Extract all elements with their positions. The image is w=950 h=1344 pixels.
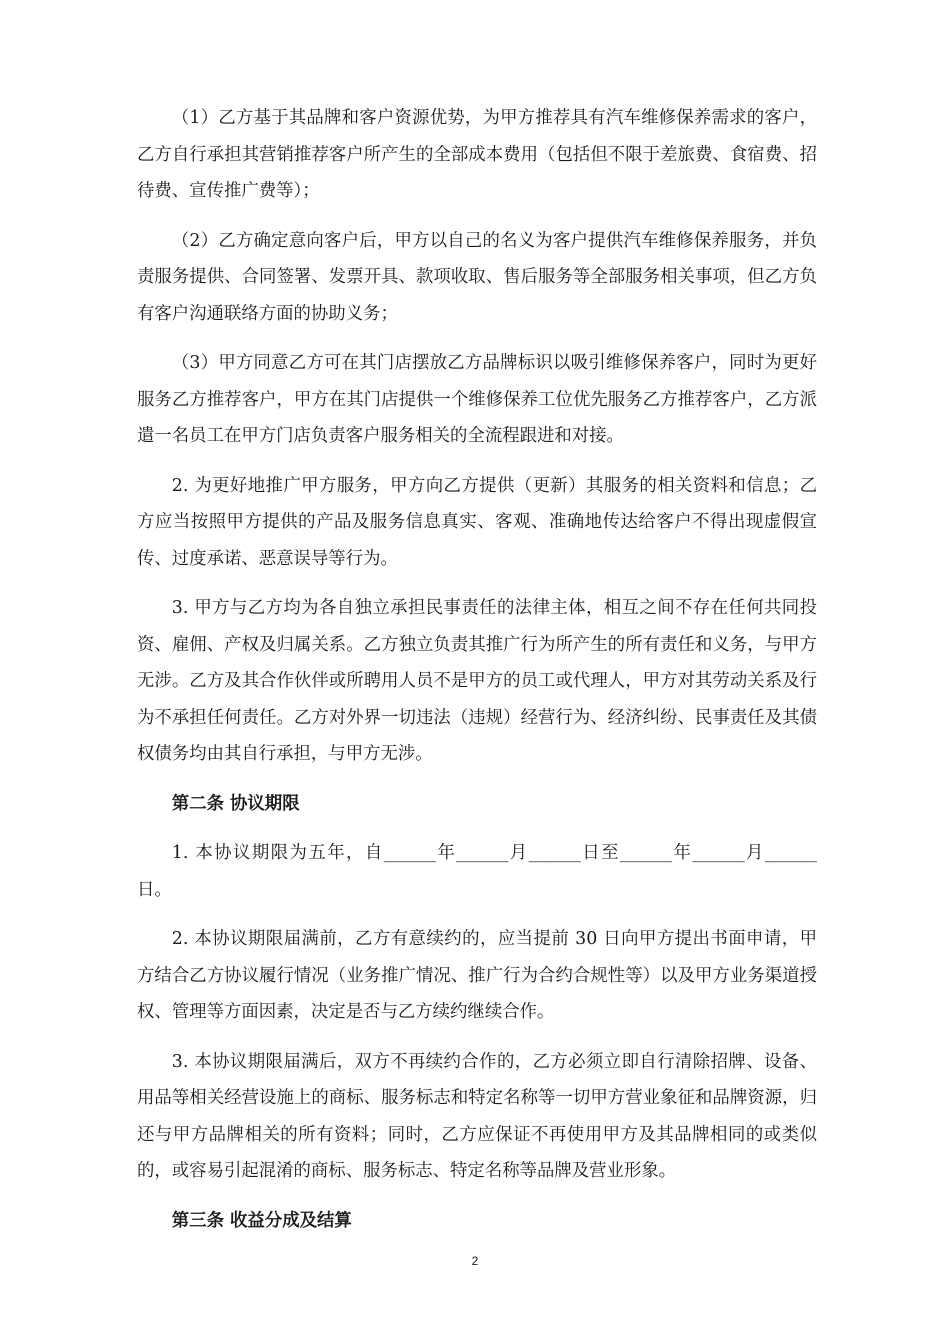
paragraph-term-1: 1. 本协议期限为五年，自______年______月______日至______年______月______日。 bbox=[137, 843, 817, 900]
section-heading-article-3: 第三条 收益分成及结算 bbox=[171, 1210, 352, 1231]
paragraph-2: 2. 为更好地推广甲方服务，甲方向乙方提供（更新）其服务的相关资料和信息；乙方应当按照甲方提供的产品及服务信息真实、客观、准确地传达给客户不得出现虚假宣传、过度承诺、恶意误导等行为。 bbox=[137, 475, 817, 569]
paragraph-1-2: （2）乙方确定意向客户后，甲方以自己的名义为客户提供汽车维修保养服务，并负责服务提供、合同签署、发票开具、款项收取、售后服务等全部服务相关事项，但乙方负有客户沟通联络方面的协助义务； bbox=[137, 230, 817, 324]
document-body bbox=[137, 100, 817, 1252]
paragraph-term-2: 2. 本协议期限届满前，乙方有意续约的，应当提前 30 日向甲方提出书面申请，甲方结合乙方协议履行情况（业务推广情况、推广行为合约合规性等）以及甲方业务渠道授权、管理等方面因素，决定是否与乙方续约继续合作。 bbox=[137, 929, 817, 1022]
paragraph-term-3: 3. 本协议期限届满后，双方不再续约合作的，乙方必须立即自行清除招牌、设备、用品等相关经营设施上的商标、服务标志和特定名称等一切甲方营业象征和品牌资源，归还与甲方品牌相关的所有资料；同时，乙方应保证不再使用甲方及其品牌相同的或类似的，或容易引起混淆的商标、服务标志、特定名称等品牌及营业形象。 bbox=[137, 1051, 817, 1181]
page-number: 2 bbox=[471, 1254, 479, 1268]
paragraph-3: 3. 甲方与乙方均为各自独立承担民事责任的法律主体，相互之间不存在任何共同投资、雇佣、产权及归属关系。乙方独立负责其推广行为所产生的所有责任和义务，与甲方无涉。乙方及其合作伙伴或所聘用人员不是甲方的员工或代理人，甲方对其劳动关系及行为不承担任何责任。乙方对外界一切违法（违规）经营行为、经济纠纷、民事责任及其债权债务均由其自行承担，与甲方无涉。 bbox=[137, 598, 817, 764]
paragraph-1-1: （1）乙方基于其品牌和客户资源优势，为甲方推荐具有汽车维修保养需求的客户，乙方自行承担其营销推荐客户所产生的全部成本费用（包括但不限于差旅费、食宿费、招待费、宣传推广费等）； bbox=[137, 108, 817, 201]
section-heading-article-2: 第二条 协议期限 bbox=[171, 793, 300, 814]
paragraph-1-3: （3）甲方同意乙方可在其门店摆放乙方品牌标识以吸引维修保养客户，同时为更好服务乙方推荐客户，甲方在其门店提供一个维修保养工位优先服务乙方推荐客户，乙方派遣一名员工在甲方门店负责客户服务相关的全流程跟进和对接。 bbox=[137, 353, 817, 446]
